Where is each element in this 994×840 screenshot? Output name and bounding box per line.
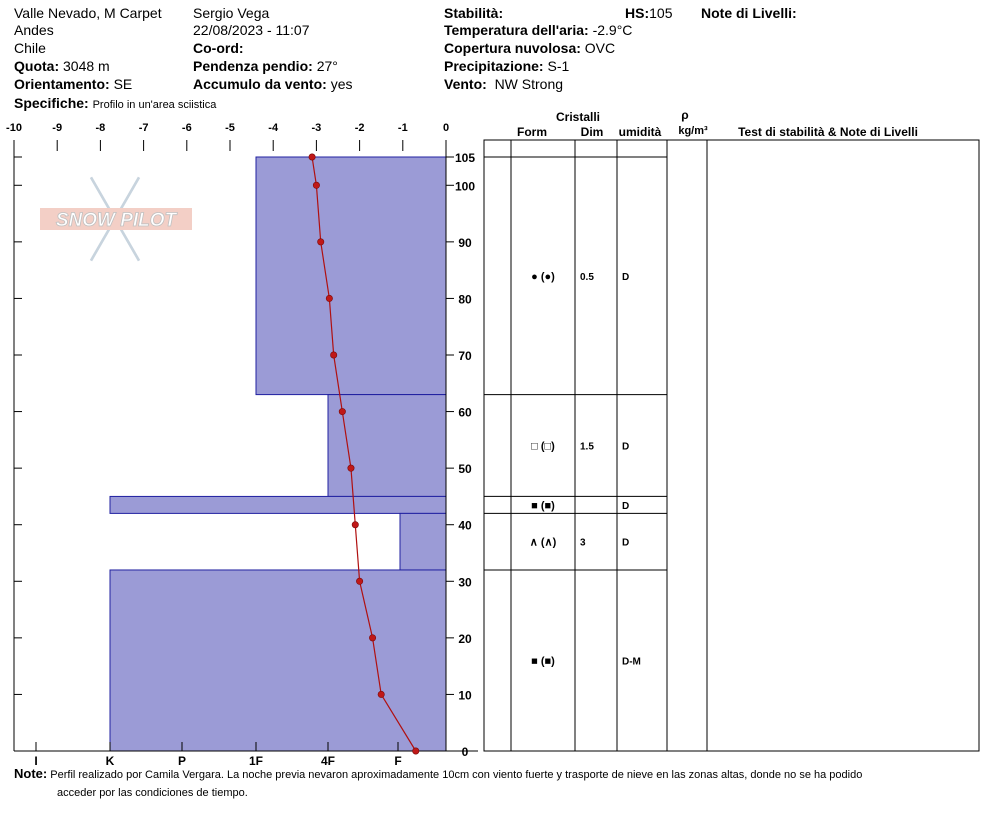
temperature-point: [318, 239, 324, 245]
height-tick-label: 60: [458, 405, 472, 420]
layer-moisture: D: [622, 271, 630, 283]
hardness-layers: [110, 157, 446, 751]
layer-notes-label: Note di Livelli:: [701, 5, 797, 21]
hardness-tick-label: 1F: [248, 754, 264, 768]
logo-text: SNOW PILOT: [55, 210, 177, 231]
height-tick-label: 50: [458, 462, 472, 477]
hardness-layer-bar: [110, 496, 446, 513]
hardness-tick-label: I: [34, 754, 38, 768]
notes-label: Note:: [14, 766, 48, 781]
height-tick-label: 70: [458, 349, 472, 363]
size-header: Dim: [580, 125, 604, 139]
temperature-point: [413, 748, 419, 754]
temperature-tick-label: -4: [268, 122, 279, 134]
snowpilot-logo: [40, 177, 192, 260]
air-temp-label: Temperatura dell'aria:: [444, 22, 589, 38]
form-header: Form: [517, 125, 547, 139]
hardness-tick-label: P: [177, 754, 187, 768]
slope-label: Pendenza pendio:: [193, 58, 313, 74]
crystals-header: Cristalli: [555, 110, 601, 124]
location: Valle Nevado, M Carpet: [14, 5, 162, 21]
layer-moisture: D: [622, 500, 630, 512]
stability-label: Stabilità:: [444, 5, 504, 21]
temperature-tick-label: -2: [354, 122, 365, 134]
temperature-point: [330, 352, 336, 358]
notes-line-1: Perfil realizado por Camila Vergara. La noche previa nevaron aproximadamente 10cm con viento fuerte y trasporte de nieve en las zonas altas, donde no se ha podido: [50, 769, 863, 781]
temperature-point: [313, 182, 319, 188]
notes-line-2: acceder por las condiciones de tiempo.: [57, 787, 248, 799]
mountain-range: Andes: [14, 22, 54, 38]
height-tick-label: 0: [461, 745, 469, 759]
wind-value: NW Strong: [494, 76, 564, 92]
temperature-point: [378, 691, 384, 697]
aspect-value: SE: [113, 76, 133, 92]
temperature-point: [348, 465, 354, 471]
precip-label: Precipitazione:: [444, 58, 544, 74]
wind-label: Vento:: [444, 76, 487, 92]
density-unit-header: kg/m³: [678, 125, 708, 137]
temperature-tick-label: -3: [311, 122, 322, 134]
air-temp-value: -2.9°C: [592, 22, 633, 38]
layer-grain-size: 0.5: [580, 271, 594, 283]
tests-header: Test di stabilità & Note di Livelli: [738, 125, 918, 139]
specifics-value: Profilo in un'area sciistica: [92, 99, 217, 111]
temperature-tick-label: 0: [442, 122, 450, 134]
table-frame: [484, 140, 979, 751]
layer-grain-form: ∧ (∧): [529, 536, 557, 549]
hardness-layer-bar: [256, 157, 446, 395]
hardness-tick-label: F: [394, 754, 402, 768]
height-tick-label: 105: [454, 151, 476, 165]
height-tick-label: 30: [458, 575, 472, 590]
datetime: 22/08/2023 - 11:07: [193, 22, 310, 38]
hardness-tick-label: 4F: [320, 754, 336, 768]
height-tick-label: 80: [458, 292, 472, 307]
temperature-point: [339, 408, 345, 414]
country: Chile: [14, 40, 46, 56]
temperature-point: [369, 635, 375, 641]
temperature-tick-label: -9: [52, 122, 63, 134]
slope-value: 27°: [316, 58, 338, 74]
temperature-tick-label: -8: [95, 122, 106, 134]
height-tick-label: 20: [458, 631, 472, 646]
specifics-label: Specifiche:: [14, 95, 89, 111]
hardness-tick-label: K: [105, 754, 115, 768]
sky-value: OVC: [584, 40, 616, 56]
layer-table: [484, 108, 979, 751]
wind-loading-label: Accumulo da vento:: [193, 76, 327, 92]
temperature-tick-label: -6: [181, 122, 192, 134]
temperature-point: [356, 578, 362, 584]
layer-moisture: D-M: [622, 656, 641, 668]
layer-moisture: D: [622, 441, 630, 453]
temperature-tick-label: -7: [138, 122, 149, 134]
height-tick-label: 40: [458, 518, 472, 533]
aspect-label: Orientamento:: [14, 76, 110, 92]
elevation-value: 3048 m: [63, 58, 110, 74]
temperature-point: [352, 522, 358, 528]
layer-grain-form: □ (□): [531, 440, 555, 453]
height-tick-label: 100: [454, 179, 476, 194]
coord-label: Co-ord:: [193, 40, 244, 56]
temperature-tick-label: -10: [6, 122, 22, 134]
hs-value: 105: [649, 5, 673, 21]
layer-moisture: D: [622, 537, 630, 549]
temperature-tick-label: -1: [397, 122, 408, 134]
layer-grain-size: 1.5: [580, 441, 594, 453]
observer: Sergio Vega: [193, 5, 270, 21]
temperature-point: [326, 295, 332, 301]
height-tick-label: 10: [458, 688, 472, 703]
layer-grain-size: 3: [580, 537, 586, 549]
layer-grain-form: ● (●): [531, 270, 555, 283]
moisture-header: umidità: [618, 125, 662, 139]
temperature-point: [309, 154, 315, 160]
hardness-layer-bar: [110, 570, 446, 751]
rho-header: ρ: [681, 108, 689, 122]
temperature-tick-label: -5: [225, 122, 235, 134]
layer-grain-form: ■ (■): [531, 655, 555, 668]
layer-grain-form: ■ (■): [531, 499, 555, 512]
sky-label: Copertura nuvolosa:: [444, 40, 581, 56]
precip-value: S-1: [547, 58, 570, 74]
elevation-label: Quota:: [14, 58, 60, 74]
wind-loading-value: yes: [330, 76, 353, 92]
hs-label: HS:: [625, 5, 650, 21]
hardness-layer-bar: [400, 513, 446, 570]
height-tick-label: 90: [458, 235, 472, 250]
notes: [14, 764, 984, 785]
hardness-layer-bar: [328, 395, 446, 497]
